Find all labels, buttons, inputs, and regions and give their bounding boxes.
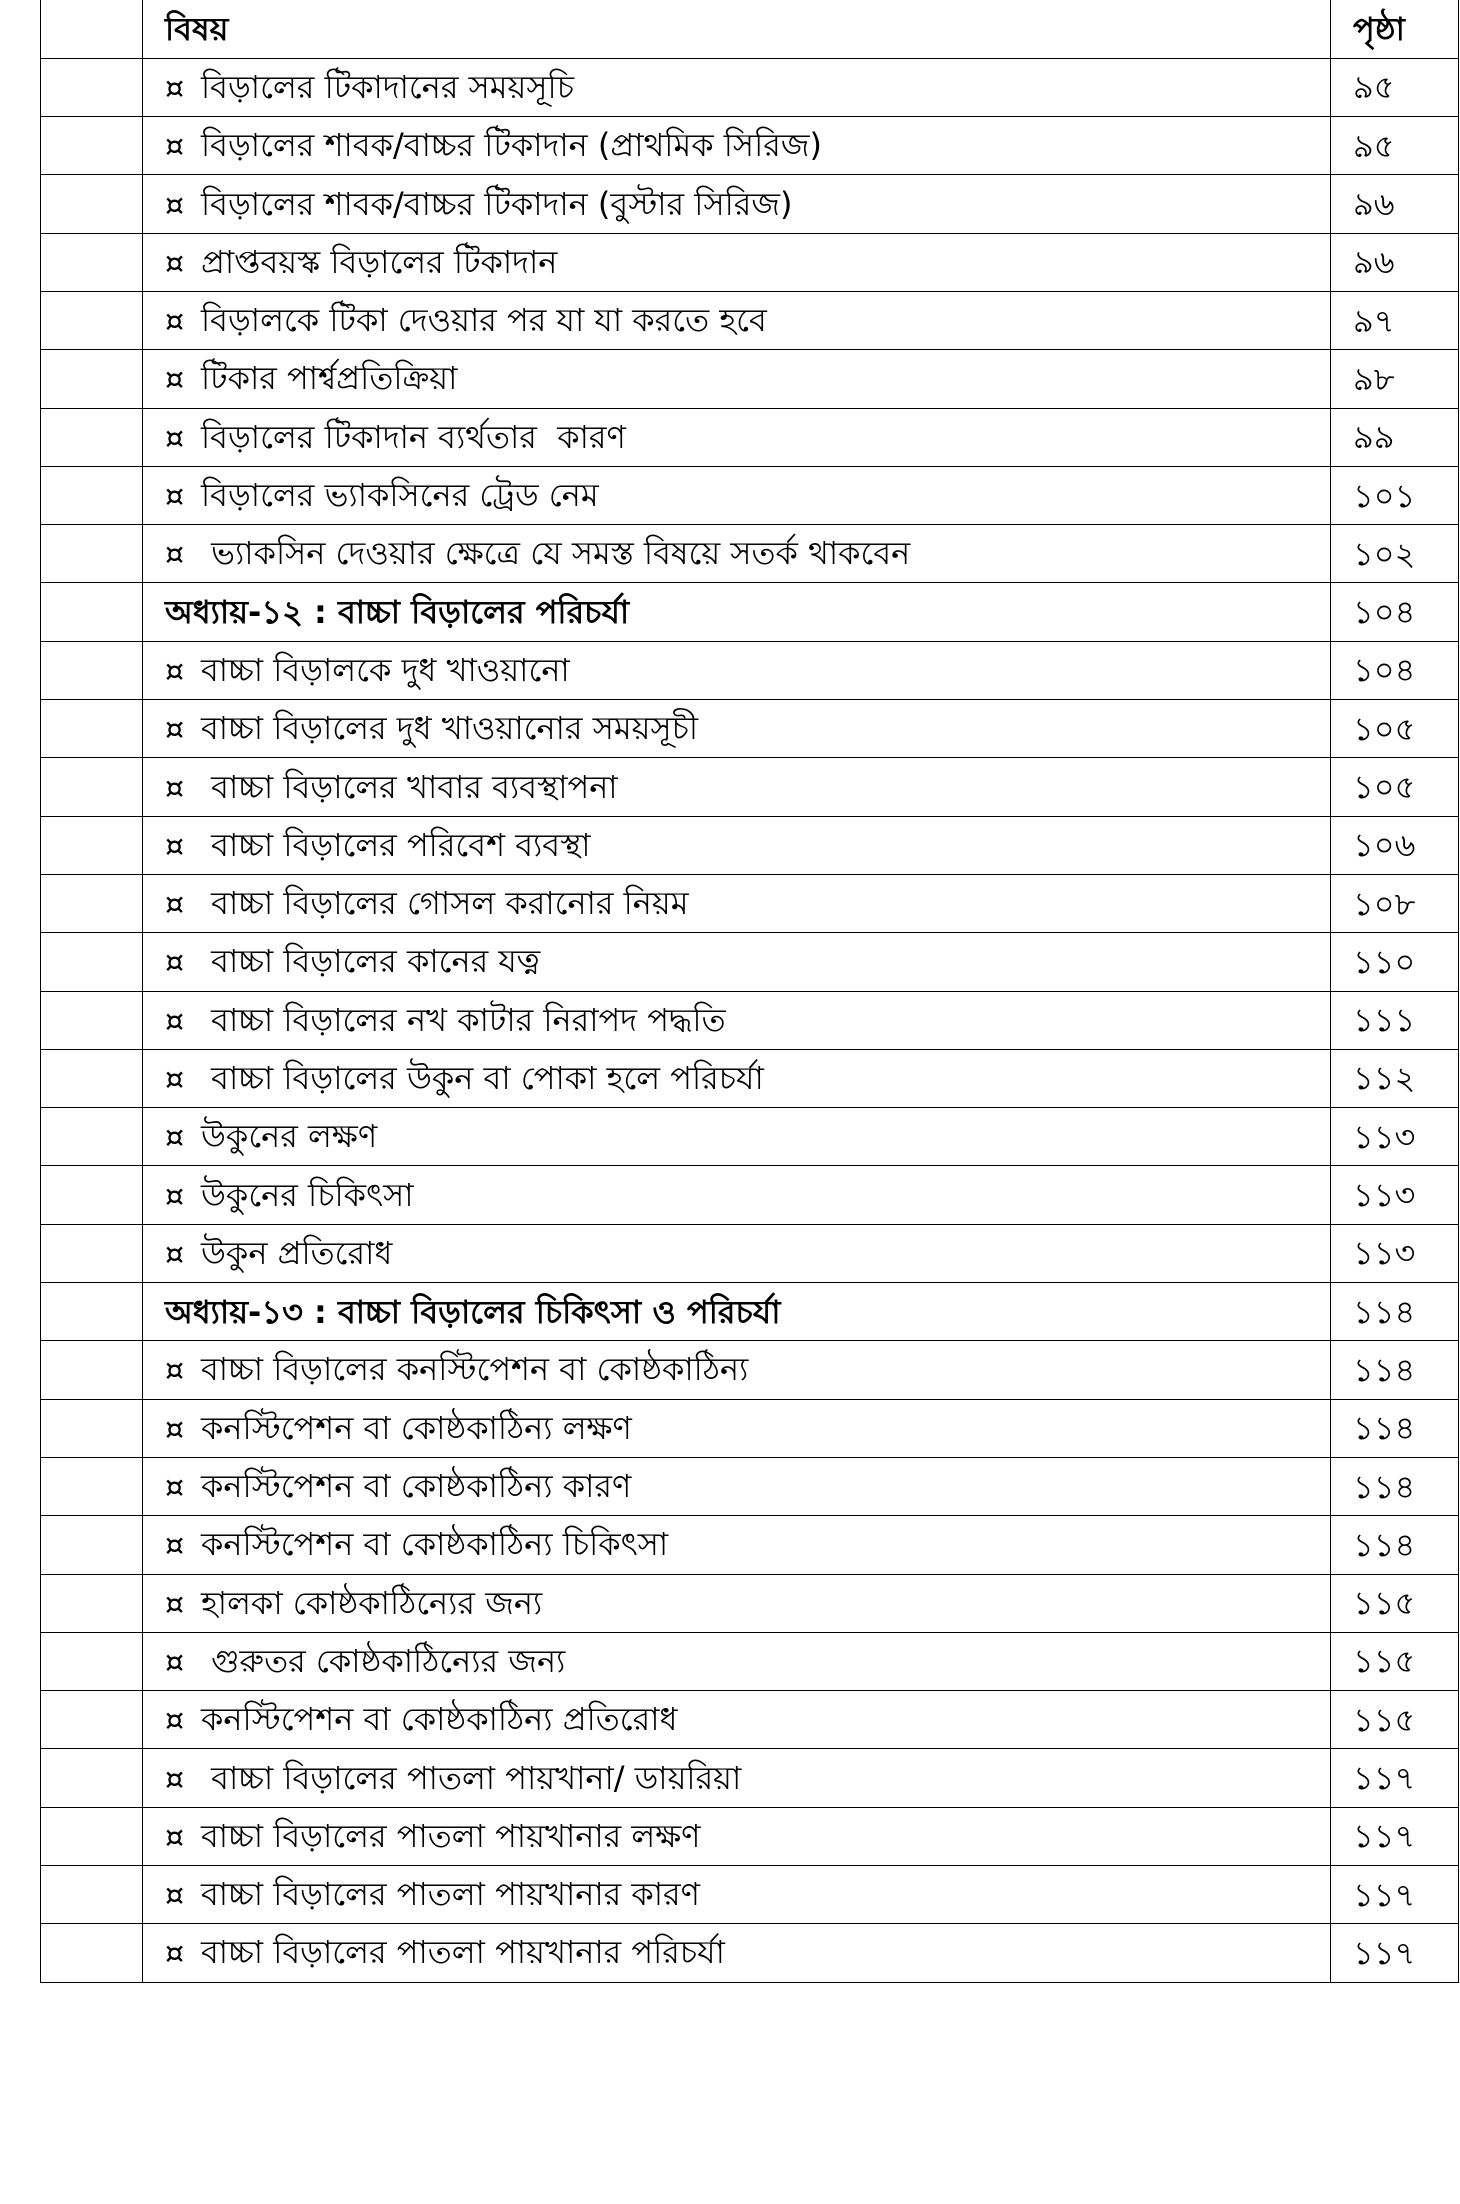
- table-row: [41, 1049, 1459, 1107]
- toc-body: [41, 0, 1459, 1982]
- page-number-cell: [1331, 1166, 1459, 1224]
- topic-cell: [143, 1691, 1331, 1749]
- page-number: ১১৫: [1353, 1700, 1416, 1739]
- number-cell: [41, 58, 143, 116]
- page-number-cell: [1331, 933, 1459, 991]
- bullet-icon: ¤: [165, 945, 185, 981]
- chapter-title: অধ্যায়-১৩ : বাচ্চা বিড়ালের চিকিৎসা ও পরিচর্যা: [165, 1292, 781, 1331]
- bullet-icon: ¤: [165, 1061, 185, 1097]
- bullet-icon: ¤: [165, 1470, 185, 1506]
- number-cell: [41, 1691, 143, 1749]
- bullet-icon: ¤: [165, 187, 185, 223]
- bullet-icon: ¤: [165, 770, 185, 806]
- topic-cell: [143, 1341, 1331, 1399]
- topic-cell: [143, 758, 1331, 816]
- topic-label: বাচ্চা বিড়ালের গোসল করানোর নিয়ম: [201, 884, 689, 923]
- page-number-cell: [1331, 874, 1459, 932]
- number-cell: [41, 466, 143, 524]
- topic-cell: [143, 1457, 1331, 1515]
- bullet-icon: ¤: [165, 1761, 185, 1797]
- page-number-cell: [1331, 291, 1459, 349]
- page-number-cell: [1331, 1283, 1459, 1341]
- page-number: ১০৫: [1353, 768, 1416, 806]
- topic-cell: [143, 1574, 1331, 1632]
- topic-cell: [143, 1749, 1331, 1807]
- page-number: ১১৭: [1353, 1817, 1416, 1856]
- number-cell: [41, 175, 143, 233]
- number-cell: [41, 233, 143, 291]
- number-cell: [41, 991, 143, 1049]
- table-header-row: [41, 0, 1459, 58]
- topic-label: কনস্টিপেশন বা কোষ্ঠকাঠিন্য লক্ষণ: [201, 1408, 632, 1447]
- bullet-icon: ¤: [165, 1644, 185, 1680]
- chapter-row: [41, 583, 1459, 641]
- number-cell: [41, 525, 143, 583]
- topic-label: উকুন প্রতিরোধ: [201, 1233, 393, 1272]
- page-number: ১১৪: [1353, 1409, 1416, 1448]
- topic-label: বাচ্চা বিড়ালের কনস্টিপেশন বা কোষ্ঠকাঠিন্য: [201, 1350, 749, 1389]
- topic-cell: [143, 58, 1331, 116]
- number-cell: [41, 583, 143, 641]
- page-number-cell: [1331, 1457, 1459, 1515]
- page-number: ১১১: [1353, 1001, 1416, 1040]
- header-number-cell: [41, 0, 143, 58]
- number-cell: [41, 1108, 143, 1166]
- topic-label: কনস্টিপেশন বা কোষ্ঠকাঠিন্য চিকিৎসা: [201, 1525, 669, 1564]
- number-cell: [41, 1049, 143, 1107]
- page-number-cell: [1331, 350, 1459, 408]
- page-number: ১০৮: [1353, 884, 1416, 923]
- topic-label: বিড়ালের ভ্যাকসিনের ট্রেড নেম: [201, 476, 599, 515]
- table-row: [41, 1166, 1459, 1224]
- topic-cell: [143, 641, 1331, 699]
- table-row: [41, 758, 1459, 816]
- topic-cell: [143, 525, 1331, 583]
- chapter-row: [41, 1283, 1459, 1341]
- topic-label: বিড়ালের শাবক/বাচ্চর টিকাদান (প্রাথমিক সিরিজ): [201, 126, 822, 165]
- table-row: [41, 1516, 1459, 1574]
- number-cell: [41, 1457, 143, 1515]
- topic-label: ভ্যাকসিন দেওয়ার ক্ষেত্রে যে সমস্ত বিষয়ে সতর্ক থাকবেন: [201, 534, 911, 573]
- number-cell: [41, 408, 143, 466]
- topic-label: বাচ্চা বিড়ালের কানের যত্ন: [201, 942, 541, 981]
- page-number-cell: [1331, 1749, 1459, 1807]
- bullet-icon: ¤: [165, 712, 185, 748]
- bullet-icon: ¤: [165, 245, 185, 281]
- number-cell: [41, 933, 143, 991]
- topic-cell: [143, 1166, 1331, 1224]
- topic-cell: [143, 1807, 1331, 1865]
- table-row: [41, 933, 1459, 991]
- topic-cell: [143, 1108, 1331, 1166]
- page-number: ১১৪: [1353, 1350, 1416, 1389]
- bullet-icon: ¤: [165, 1178, 185, 1214]
- page-number: ৯৭: [1353, 301, 1395, 340]
- number-cell: [41, 1807, 143, 1865]
- bullet-icon: ¤: [165, 362, 185, 398]
- table-row: [41, 408, 1459, 466]
- page-number: ১০১: [1353, 476, 1416, 515]
- header-topic-label: বিষয়: [165, 9, 229, 48]
- number-cell: [41, 1574, 143, 1632]
- page-number: ১১৭: [1353, 1875, 1416, 1914]
- page-number: ৯৬: [1353, 243, 1395, 282]
- page-number-cell: [1331, 991, 1459, 1049]
- topic-label: গুরুতর কোষ্ঠকাঠিন্যের জন্য: [201, 1641, 566, 1680]
- topic-label: বাচ্চা বিড়ালের পাতলা পায়খানার লক্ষণ: [201, 1816, 701, 1855]
- topic-cell: [143, 291, 1331, 349]
- page-number: ১১২: [1353, 1059, 1416, 1098]
- topic-label: কনস্টিপেশন বা কোষ্ঠকাঠিন্য কারণ: [201, 1467, 632, 1506]
- table-row: [41, 291, 1459, 349]
- page-number-cell: [1331, 525, 1459, 583]
- number-cell: [41, 700, 143, 758]
- page-number-cell: [1331, 466, 1459, 524]
- topic-cell: [143, 408, 1331, 466]
- topic-cell: [143, 1924, 1331, 1982]
- table-row: [41, 58, 1459, 116]
- topic-label: কনস্টিপেশন বা কোষ্ঠকাঠিন্য প্রতিরোধ: [201, 1700, 678, 1739]
- table-row: [41, 1691, 1459, 1749]
- table-row: [41, 1574, 1459, 1632]
- page-number-cell: [1331, 1574, 1459, 1632]
- bullet-icon: ¤: [165, 1528, 185, 1564]
- table-row: [41, 175, 1459, 233]
- number-cell: [41, 1749, 143, 1807]
- page-number-cell: [1331, 1866, 1459, 1924]
- table-row: [41, 350, 1459, 408]
- topic-label: উকুনের চিকিৎসা: [201, 1175, 414, 1214]
- topic-label: বাচ্চা বিড়ালকে দুধ খাওয়ানো: [201, 650, 570, 689]
- topic-label: বিড়ালের টিকাদানের সময়সূচি: [201, 67, 574, 106]
- page-number-cell: [1331, 58, 1459, 116]
- topic-cell: [143, 1632, 1331, 1690]
- page-number: ১১৩: [1353, 1117, 1416, 1156]
- chapter-title: অধ্যায়-১২ : বাচ্চা বিড়ালের পরিচর্যা: [165, 593, 630, 632]
- header-page-cell: [1331, 0, 1459, 58]
- topic-label: বিড়ালকে টিকা দেওয়ার পর যা যা করতে হবে: [201, 301, 767, 340]
- page-number-cell: [1331, 1224, 1459, 1282]
- page-number: ১১৪: [1353, 1292, 1416, 1331]
- page-number: ৯৯: [1353, 418, 1395, 457]
- bullet-icon: ¤: [165, 1703, 185, 1739]
- table-row: [41, 1749, 1459, 1807]
- page-number: ১০৪: [1353, 593, 1416, 632]
- topic-label: হালকা কোষ্ঠকাঠিন্যের জন্য: [201, 1583, 543, 1622]
- number-cell: [41, 1516, 143, 1574]
- bullet-icon: ¤: [165, 1878, 185, 1914]
- topic-label: বাচ্চা বিড়ালের পাতলা পায়খানা/ ডায়রিয়া: [201, 1758, 742, 1797]
- topic-label: টিকার পার্শ্বপ্রতিক্রিয়া: [201, 359, 458, 398]
- topic-cell: [143, 700, 1331, 758]
- topic-cell: [143, 1224, 1331, 1282]
- topic-cell: [143, 466, 1331, 524]
- page-number-cell: [1331, 1924, 1459, 1982]
- header-page-label: পৃষ্ঠা: [1353, 9, 1405, 48]
- topic-label: বাচ্চা বিড়ালের উকুন বা পোকা হলে পরিচর্যা: [201, 1058, 764, 1097]
- number-cell: [41, 291, 143, 349]
- page-number-cell: [1331, 1341, 1459, 1399]
- number-cell: [41, 1166, 143, 1224]
- topic-cell: [143, 350, 1331, 408]
- topic-cell: [143, 1283, 1331, 1341]
- bullet-icon: ¤: [165, 1120, 185, 1156]
- bullet-icon: ¤: [165, 1411, 185, 1447]
- bullet-icon: ¤: [165, 1236, 185, 1272]
- page-number-cell: [1331, 1049, 1459, 1107]
- page-number: ১০২: [1353, 534, 1416, 573]
- page-number-cell: [1331, 1399, 1459, 1457]
- page-number: ৯৫: [1353, 68, 1395, 107]
- number-cell: [41, 1924, 143, 1982]
- bullet-icon: ¤: [165, 304, 185, 340]
- number-cell: [41, 1632, 143, 1690]
- page-number: ১১৩: [1353, 1234, 1416, 1273]
- page-number: ১১৪: [1353, 1467, 1416, 1506]
- number-cell: [41, 1341, 143, 1399]
- page-number-cell: [1331, 641, 1459, 699]
- topic-label: প্রাপ্তবয়স্ক বিড়ালের টিকাদান: [201, 242, 558, 281]
- topic-cell: [143, 175, 1331, 233]
- page-number: ১১৭: [1353, 1759, 1416, 1798]
- bullet-icon: ¤: [165, 653, 185, 689]
- page-number: ১০৫: [1353, 709, 1416, 748]
- page-number-cell: [1331, 816, 1459, 874]
- topic-cell: [143, 991, 1331, 1049]
- table-row: [41, 1399, 1459, 1457]
- topic-cell: [143, 933, 1331, 991]
- topic-label: বাচ্চা বিড়ালের পাতলা পায়খানার পরিচর্যা: [201, 1933, 725, 1972]
- table-row: [41, 641, 1459, 699]
- table-row: [41, 700, 1459, 758]
- page-number-cell: [1331, 408, 1459, 466]
- topic-cell: [143, 816, 1331, 874]
- toc-table: [40, 0, 1459, 1983]
- number-cell: [41, 1224, 143, 1282]
- page-number-cell: [1331, 117, 1459, 175]
- table-row: [41, 1866, 1459, 1924]
- page-number: ১১৫: [1353, 1642, 1416, 1681]
- page-number: ১১৭: [1353, 1933, 1416, 1972]
- topic-cell: [143, 1866, 1331, 1924]
- table-row: [41, 1924, 1459, 1982]
- table-row: [41, 991, 1459, 1049]
- number-cell: [41, 641, 143, 699]
- page-number: ৯৫: [1353, 126, 1395, 165]
- page-number-cell: [1331, 233, 1459, 291]
- page-number: ১১৫: [1353, 1584, 1416, 1623]
- bullet-icon: ¤: [165, 537, 185, 573]
- topic-label: বাচ্চা বিড়ালের পাতলা পায়খানার কারণ: [201, 1875, 701, 1914]
- page-number: ১১৪: [1353, 1525, 1416, 1564]
- bullet-icon: ¤: [165, 1936, 185, 1972]
- topic-cell: [143, 1049, 1331, 1107]
- bullet-icon: ¤: [165, 129, 185, 165]
- table-row: [41, 466, 1459, 524]
- bullet-icon: ¤: [165, 70, 185, 106]
- bullet-icon: ¤: [165, 1819, 185, 1855]
- topic-cell: [143, 583, 1331, 641]
- page-number: ৯৮: [1353, 359, 1395, 398]
- bullet-icon: ¤: [165, 479, 185, 515]
- number-cell: [41, 1283, 143, 1341]
- page-number: ১০৬: [1353, 826, 1416, 865]
- bullet-icon: ¤: [165, 828, 185, 864]
- topic-cell: [143, 233, 1331, 291]
- page-number: ৯৬: [1353, 185, 1395, 224]
- page-number-cell: [1331, 583, 1459, 641]
- page-number-cell: [1331, 1516, 1459, 1574]
- table-row: [41, 1632, 1459, 1690]
- topic-label: বাচ্চা বিড়ালের পরিবেশ ব্যবস্থা: [201, 825, 591, 864]
- page-number-cell: [1331, 1691, 1459, 1749]
- page-number-cell: [1331, 700, 1459, 758]
- topic-label: উকুনের লক্ষণ: [201, 1117, 378, 1156]
- page-number-cell: [1331, 1807, 1459, 1865]
- page-number-cell: [1331, 1632, 1459, 1690]
- topic-cell: [143, 117, 1331, 175]
- number-cell: [41, 758, 143, 816]
- topic-cell: [143, 874, 1331, 932]
- topic-label: বাচ্চা বিড়ালের খাবার ব্যবস্থাপনা: [201, 767, 618, 806]
- table-row: [41, 1457, 1459, 1515]
- bullet-icon: ¤: [165, 1586, 185, 1622]
- topic-label: বিড়ালের শাবক/বাচ্চর টিকাদান (বুস্টার সিরিজ): [201, 184, 793, 223]
- number-cell: [41, 1399, 143, 1457]
- bullet-icon: ¤: [165, 1003, 185, 1039]
- table-row: [41, 233, 1459, 291]
- number-cell: [41, 350, 143, 408]
- topic-cell: [143, 1516, 1331, 1574]
- page-number: ১০৪: [1353, 651, 1416, 690]
- page-number-cell: [1331, 1108, 1459, 1166]
- number-cell: [41, 117, 143, 175]
- topic-label: বাচ্চা বিড়ালের দুধ খাওয়ানোর সময়সূচী: [201, 709, 699, 748]
- header-topic-cell: [143, 0, 1331, 58]
- topic-label: বিড়ালের টিকাদান ব্যর্থতার কারণ: [201, 417, 626, 456]
- page-number-cell: [1331, 758, 1459, 816]
- table-row: [41, 874, 1459, 932]
- page-number: ১১০: [1353, 942, 1416, 981]
- bullet-icon: ¤: [165, 420, 185, 456]
- bullet-icon: ¤: [165, 887, 185, 923]
- page-number: ১১৩: [1353, 1176, 1416, 1215]
- table-row: [41, 1108, 1459, 1166]
- table-row: [41, 525, 1459, 583]
- page-number-cell: [1331, 175, 1459, 233]
- table-row: [41, 1341, 1459, 1399]
- number-cell: [41, 1866, 143, 1924]
- number-cell: [41, 874, 143, 932]
- topic-label: বাচ্চা বিড়ালের নখ কাটার নিরাপদ পদ্ধতি: [201, 1000, 726, 1039]
- table-row: [41, 1224, 1459, 1282]
- number-cell: [41, 816, 143, 874]
- table-row: [41, 816, 1459, 874]
- table-row: [41, 117, 1459, 175]
- topic-cell: [143, 1399, 1331, 1457]
- table-row: [41, 1807, 1459, 1865]
- bullet-icon: ¤: [165, 1353, 185, 1389]
